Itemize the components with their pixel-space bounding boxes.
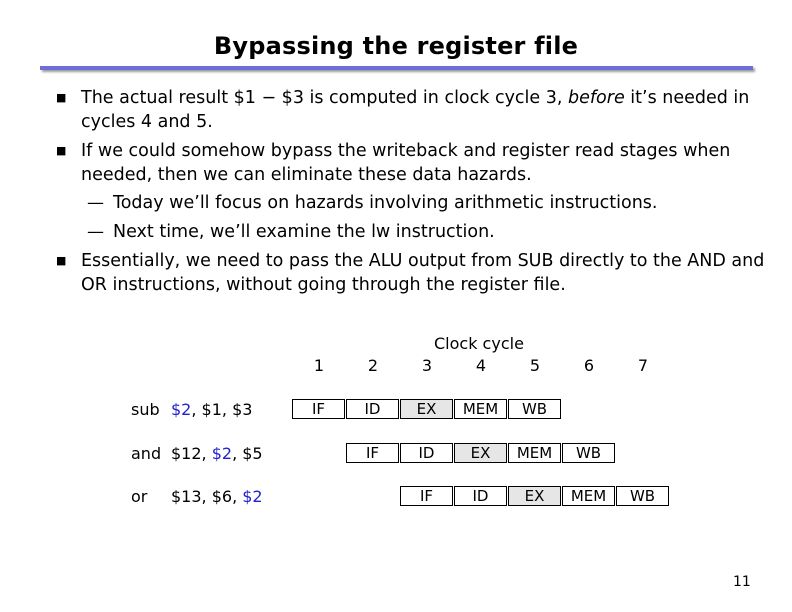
register-highlight: $2 (171, 400, 192, 419)
clock-cycle-number: 1 (313, 356, 325, 375)
instruction-operand: $12, (171, 444, 212, 463)
bullet-item (56, 139, 781, 187)
instruction-operand: $13, $6, (171, 487, 243, 506)
square-bullet-icon: ■ (56, 144, 67, 157)
pipeline-stage-mem: MEM (508, 443, 561, 463)
register-highlight: $2 (211, 444, 233, 463)
bullet-item (56, 249, 781, 297)
instruction-operand: , $5 (232, 444, 263, 463)
clock-cycle-label: Clock cycle (434, 334, 524, 353)
clock-cycle-number: 4 (475, 356, 487, 375)
pipeline-stage-id: ID (454, 486, 507, 506)
bullet-text-part: The actual result $1 − $3 is computed in clock cycle 3, (81, 88, 569, 108)
sub-bullet-text: Next time, we’ll examine the lw instruction. (113, 222, 495, 242)
instruction-label (131, 487, 263, 506)
pipeline-stage-ex: EX (454, 443, 507, 463)
instruction-opcode: sub (131, 400, 160, 419)
pipeline-stage-ex: EX (400, 399, 453, 419)
bullet-text: If we could somehow bypass the writeback and register read stages when needed, then we can eliminate these data hazards. (81, 141, 731, 185)
instruction-opcode: and (131, 444, 162, 463)
sub-bullet-item (87, 220, 753, 244)
pipeline-stage-ex: EX (508, 486, 561, 506)
instruction-opcode: or (131, 487, 148, 506)
pipeline-stage-wb: WB (562, 443, 615, 463)
square-bullet-icon: ■ (56, 254, 67, 267)
emphasis-text: before (568, 88, 625, 108)
register-highlight: $2 (242, 487, 263, 506)
slide-title: Bypassing the register file (213, 32, 579, 60)
instruction-label (131, 444, 263, 463)
sub-bullet-item (87, 191, 753, 215)
clock-cycle-number: 7 (637, 356, 649, 375)
pipeline-stage-mem: MEM (454, 399, 507, 419)
pipeline-stage-id: ID (400, 443, 453, 463)
pipeline-stage-wb: WB (508, 399, 561, 419)
pipeline-stage-wb: WB (616, 486, 669, 506)
pipeline-stage-if: IF (346, 443, 399, 463)
bullet-text: Essentially, we need to pass the ALU output from SUB directly to the AND and OR instructions, without going through the register file. (81, 251, 765, 295)
instruction-operand: , $1, $3 (191, 400, 253, 419)
square-bullet-icon: ■ (56, 91, 67, 104)
dash-bullet-icon: — (87, 193, 104, 213)
title-underline (40, 66, 753, 70)
page-number: 11 (733, 574, 751, 590)
clock-cycle-number: 3 (421, 356, 433, 375)
clock-cycle-number: 2 (367, 356, 379, 375)
dash-bullet-icon: — (87, 222, 104, 242)
clock-cycle-number: 5 (529, 356, 541, 375)
sub-bullet-text: Today we’ll focus on hazards involving arithmetic instructions. (113, 193, 658, 213)
clock-cycle-number: 6 (583, 356, 595, 375)
pipeline-stage-if: IF (292, 399, 345, 419)
instruction-label (131, 400, 252, 419)
bullet-item (56, 86, 781, 134)
pipeline-stage-id: ID (346, 399, 399, 419)
bullet-text-part: it’s needed in cycles 4 and 5. (81, 88, 750, 132)
pipeline-stage-if: IF (400, 486, 453, 506)
pipeline-stage-mem: MEM (562, 486, 615, 506)
